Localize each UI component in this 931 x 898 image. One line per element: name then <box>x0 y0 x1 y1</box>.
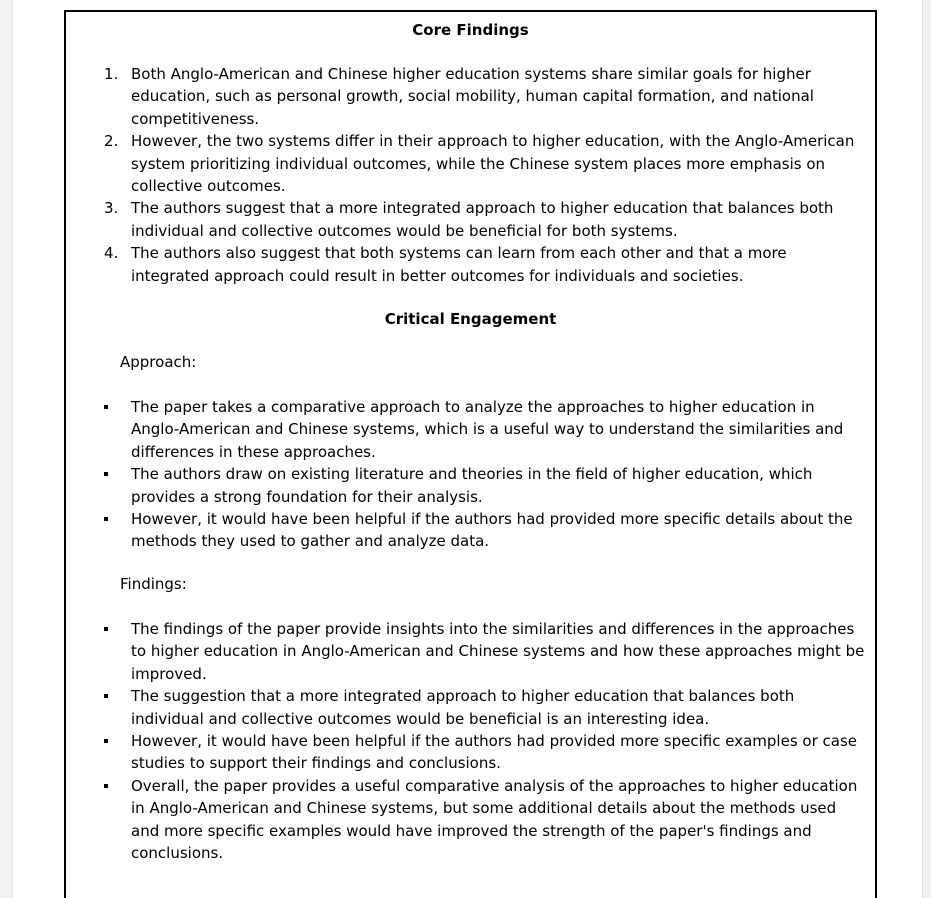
critical-engagement-title: Critical Engagement <box>384 310 557 328</box>
list-item-text: Both Anglo-American and Chinese higher education systems share similar goals for higher education, such as personal growth, social mobility, human capital formation, and national competitiveness. <box>131 65 814 128</box>
core-findings-list <box>66 63 866 287</box>
core-findings-title: Core Findings <box>412 21 529 39</box>
list-item-text: However, it would have been helpful if the authors had provided more specific examples or case studies to support their findings and conclusions. <box>131 732 857 773</box>
list-item <box>66 618 866 685</box>
list-item-text: However, the two systems differ in their approach to higher education, with the Anglo-American system prioritizing individual outcomes, while the Chinese system places more emphasis on collective outcomes. <box>131 132 855 196</box>
document-margin-left <box>0 0 13 898</box>
list-item-text: The authors draw on existing literature and theories in the field of higher education, which provides a strong foundation for their analysis. <box>131 465 813 506</box>
list-item <box>66 685 866 730</box>
list-item-text: The suggestion that a more integrated approach to higher education that balances both individual and collective outcomes would be beneficial is an interesting idea. <box>131 687 795 728</box>
bullet-icon <box>104 517 108 521</box>
bullet-icon <box>104 784 108 788</box>
list-number: 4. <box>104 244 119 263</box>
document-page <box>13 0 922 898</box>
bullet-icon <box>104 627 108 631</box>
list-item-text: The paper takes a comparative approach to analyze the approaches to higher education in Anglo-American and Chinese systems, which is a useful way to understand the similarities and differences in these approaches. <box>131 398 844 461</box>
list-item <box>66 775 866 865</box>
list-item-text: The authors suggest that a more integrated approach to higher education that balances both individual and collective outcomes would be beneficial for both systems. <box>131 199 834 240</box>
bullet-icon <box>104 405 108 409</box>
list-item <box>66 63 859 130</box>
list-item-text: However, it would have been helpful if the authors had provided more specific details about the methods they used to gather and analyze data. <box>131 510 853 551</box>
findings-heading: Findings: <box>120 575 187 593</box>
list-item <box>66 197 859 242</box>
approach-bullet-list <box>66 396 866 553</box>
bullet-icon <box>104 694 108 698</box>
bullet-icon <box>104 472 108 476</box>
list-item-text: Overall, the paper provides a useful comparative analysis of the approaches to higher education in Anglo-American and Chinese systems, but some additional details about the methods used and more specific examples would have improved the strength of the paper's findings and conclusions. <box>131 776 858 863</box>
bullet-icon <box>104 739 108 743</box>
approach-heading: Approach: <box>120 353 197 371</box>
list-item <box>66 508 866 553</box>
list-item-text: The authors also suggest that both systems can learn from each other and that a more integrated approach could result in better outcomes for individuals and societies. <box>131 244 787 285</box>
list-number: 3. <box>104 199 119 218</box>
list-item <box>66 130 859 197</box>
bordered-text-box <box>64 10 877 898</box>
list-item <box>66 463 866 508</box>
list-number: 2. <box>104 132 119 151</box>
findings-bullet-list <box>66 618 866 864</box>
document-margin-right <box>922 0 931 898</box>
list-item <box>66 730 866 775</box>
list-item-text: The findings of the paper provide insights into the similarities and differences in the approaches to higher education in Anglo-American and Chinese systems and how these approaches might be improved. <box>131 620 865 683</box>
list-item <box>66 396 866 463</box>
list-number: 1. <box>104 65 119 83</box>
list-item <box>66 242 859 287</box>
